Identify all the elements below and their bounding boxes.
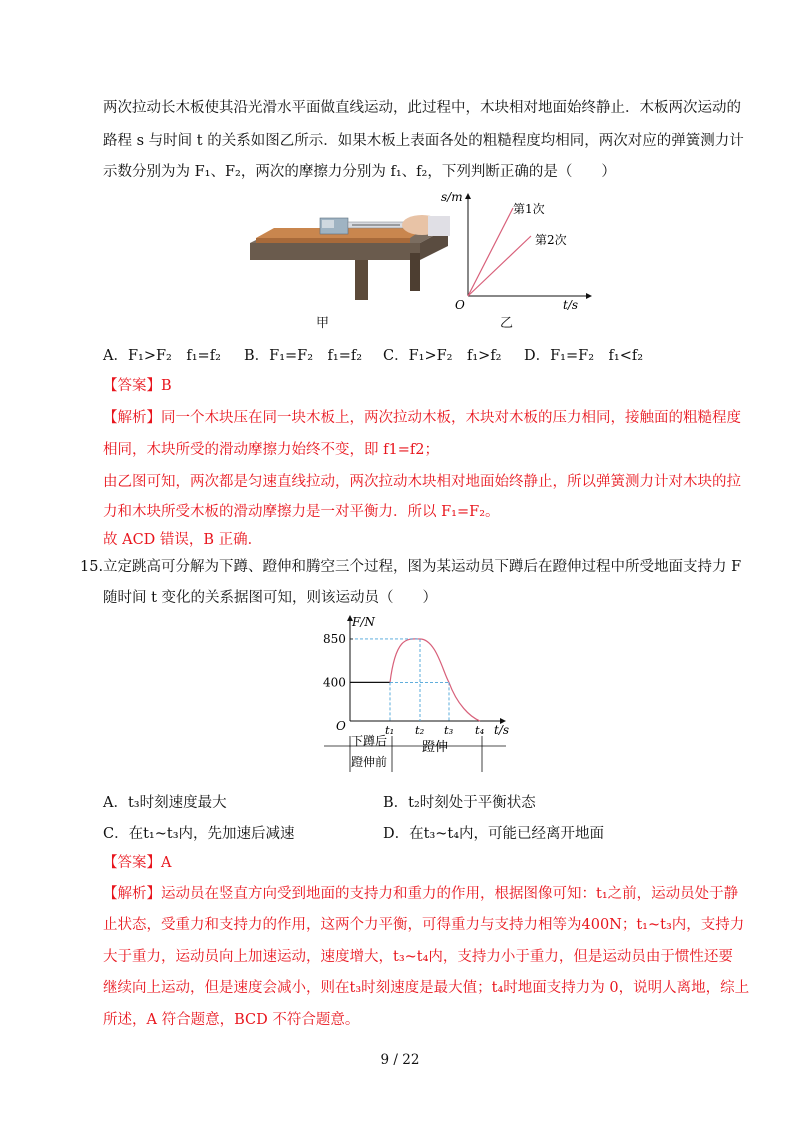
q14-option-d[interactable]: D．F₁=F₂ f₁<f₂: [524, 348, 644, 364]
q14-stem-line-2: 路程 s 与时间 t 的关系如图乙所示．如果木板上表面各处的粗糙程度均相同，两次对应的弹簧测力计: [103, 133, 744, 149]
q15-analysis-line-3: 大于重力，运动员向上加速运动，速度增大，t₃~t₄内，支持力小于重力，但是运动员由于惯性还要: [103, 949, 733, 965]
q14-stem-line-3: 示数分别为为 F₁、F₂，两次的摩擦力分别为 f₁、f₂，下列判断正确的是（ ）: [103, 164, 616, 180]
q15-option-d[interactable]: D．在t₃~t₄内，可能已经离开地面: [383, 826, 605, 842]
x-axis-label: t/s: [563, 298, 579, 312]
y-tick-850: 850: [323, 631, 346, 646]
origin-label: O: [455, 298, 465, 312]
q14-stem-line-1: 两次拉动长木板使其沿光滑水平面做直线运动，此过程中，木块相对地面始终静止．木板两次运动的: [103, 100, 741, 116]
q14-analysis-line-5: 故 ACD 错误，B 正确．: [103, 532, 263, 548]
q15-analysis-line-5: 所述，A 符合题意，BCD 不符合题意。: [103, 1012, 360, 1028]
x-tick-t1: t₁: [385, 723, 395, 737]
q14-answer: 【答案】B: [103, 378, 172, 394]
q15-option-b[interactable]: B．t₂时刻处于平衡状态: [383, 795, 536, 811]
q14-figure-yi-graph: [441, 188, 605, 313]
x-tick-t4: t₄: [475, 723, 485, 737]
region-during-label: 蹬伸: [422, 740, 449, 755]
x-tick-t2: t₂: [415, 723, 425, 737]
curve-hump-segment: [390, 639, 480, 721]
q14-analysis-line-1: 【解析】同一个木块压在同一块木板上，两次拉动木板，木块对木板的压力相同，接触面的粗糙程度: [103, 410, 741, 426]
y-axis-label: s/m: [441, 190, 463, 204]
q15-analysis-line-4: 继续向上运动，但是速度会减小，则在t₃时刻速度是最大值；t₄时地面支持力为 0，说明人离地，综上: [103, 980, 750, 996]
x-axis-label: t/s: [494, 723, 510, 737]
series-label-1: 第1次: [513, 202, 545, 216]
q15-stem-line-1: 立定跳高可分解为下蹲、蹬伸和腾空三个过程，图为某运动员下蹲后在蹬伸过程中所受地面支持力 F: [103, 559, 742, 575]
q15-analysis-line-2: 止状态，受重力和支持力的作用，这两个力平衡，可得重力与支持力相等为400N；t₁~t₃内，支持力: [103, 917, 745, 933]
series-line-1: [468, 208, 513, 296]
q14-figure-jia-illustration: [250, 208, 450, 303]
x-tick-t3: t₃: [444, 723, 454, 737]
q14-option-a[interactable]: A．F₁>F₂ f₁=f₂: [103, 348, 221, 364]
y-axis-label: F/N: [352, 615, 375, 629]
q14-option-b[interactable]: B．F₁=F₂ f₁=f₂: [244, 348, 363, 364]
q14-analysis-line-3: 由乙图可知，两次都是匀速直线拉动，两次拉动木块相对地面始终静止，所以弹簧测力计对木块的拉: [103, 474, 741, 490]
q15-analysis-line-1: 【解析】运动员在竖直方向受到地面的支持力和重力的作用，根据图像可知：t₁之前，运动员处于静: [103, 886, 739, 902]
q14-analysis-line-2: 相同，木块所受的滑动摩擦力始终不变，即 f1=f2；: [103, 442, 439, 458]
q15-answer: 【答案】A: [103, 855, 172, 871]
q15-option-c[interactable]: C．在t₁~t₃内，先加速后减速: [103, 826, 295, 842]
region-before-line-1: 下蹲后: [351, 734, 388, 748]
q15-option-a[interactable]: A．t₃时刻速度最大: [103, 795, 227, 811]
q15-number: 15.: [80, 559, 104, 575]
q15-stem-line-2: 随时间 t 变化的关系据图可知，则该运动员（ ）: [103, 590, 438, 606]
q14-analysis-line-4: 力和木块所受木板的滑动摩擦力是一对平衡力．所以 F₁=F₂。: [103, 504, 500, 520]
series-line-2: [468, 236, 531, 296]
region-before-line-2: 蹬伸前: [351, 755, 388, 769]
y-tick-400: 400: [323, 675, 346, 690]
q14-figure-jia-label: 甲: [316, 316, 330, 331]
q15-force-time-graph: [320, 612, 520, 777]
series-label-2: 第2次: [535, 233, 567, 247]
q14-figure-yi-label: 乙: [500, 316, 514, 331]
origin-label: O: [336, 719, 346, 733]
page-number: 9 / 22: [380, 1052, 420, 1068]
q14-option-c[interactable]: C．F₁>F₂ f₁>f₂: [383, 348, 502, 364]
